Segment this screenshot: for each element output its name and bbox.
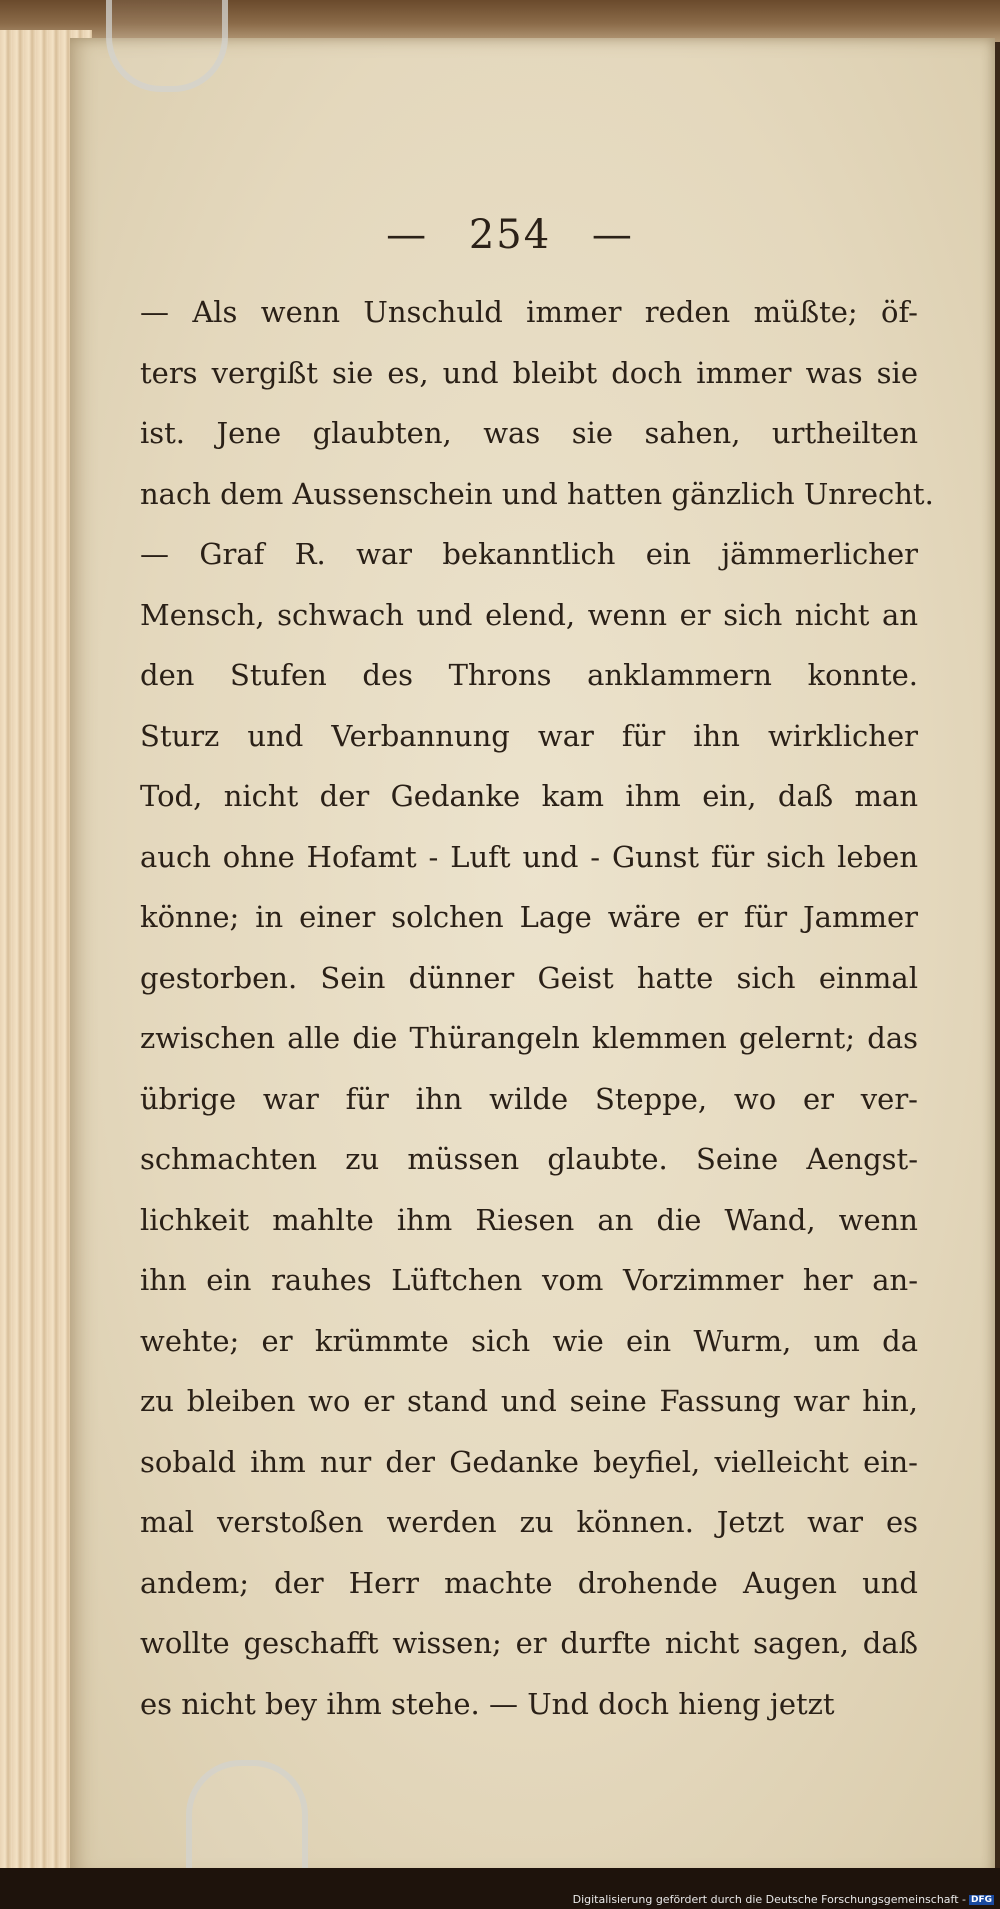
page-number: 254 (468, 212, 552, 258)
text-line: wollte geschafft wissen; er durfte nicht sagen, daß (140, 1626, 918, 1660)
text-line: Mensch, schwach und elend, wenn er sich nicht an (140, 597, 918, 632)
digitization-footer (573, 1893, 994, 1906)
body-text (140, 282, 934, 1734)
text-line: könne; in einer solchen Lage wäre er für Jammer (140, 900, 918, 934)
text-line: zwischen alle die Thürangeln klemmen gelernt; das (140, 1021, 918, 1055)
text-line: übrige war für ihn wilde Steppe, wo er ver- (140, 1081, 918, 1116)
text-line: den Stufen des Throns anklammern konnte. (140, 658, 918, 692)
text-line: schmachten zu müssen glaubte. Seine Aengst- (140, 1142, 918, 1176)
text-line: auch ohne Hofamt - Luft und - Gunst für sich leben (140, 839, 918, 874)
header-dash-right: — (591, 212, 634, 258)
text-line: wehte; er krümmte sich wie ein Wurm, um da (140, 1323, 918, 1358)
text-line: — Graf R. war bekanntlich ein jämmerlicher (140, 537, 918, 571)
dfg-logo: DFG (970, 1895, 992, 1905)
text-line: ters vergißt sie es, und bleibt doch immer was sie (140, 355, 918, 390)
page-header (370, 212, 650, 258)
text-line: Tod, nicht der Gedanke kam ihm ein, daß man (140, 779, 918, 813)
text-line: zu bleiben wo er stand und seine Fassung war hin, (140, 1384, 918, 1418)
text-line: Sturz und Verbannung war für ihn wirklicher (140, 718, 918, 753)
footer-text: Digitalisierung gefördert durch die Deutsche Forschungsgemeinschaft - (572, 1893, 966, 1906)
text-line: sobald ihm nur der Gedanke beyfiel, vielleicht ein- (140, 1444, 918, 1479)
text-line: nach dem Aussenschein und hatten gänzlich Unrecht. (140, 476, 934, 511)
text-line: mal verstoßen werden zu können. Jetzt war es (140, 1505, 918, 1539)
header-dash-left: — (386, 212, 429, 258)
text-line: lichkeit mahlte ihm Riesen an die Wand, wenn (140, 1202, 918, 1237)
text-line: ist. Jene glaubten, was sie sahen, urtheilten (140, 416, 918, 450)
text-line: gestorben. Sein dünner Geist hatte sich einmal (140, 960, 918, 995)
text-line: andem; der Herr machte drohende Augen und (140, 1565, 918, 1600)
text-line: es nicht bey ihm stehe. — Und doch hieng jetzt (140, 1686, 835, 1721)
text-line: — Als wenn Unschuld immer reden müßte; öf- (140, 295, 918, 329)
text-line: ihn ein rauhes Lüftchen vom Vorzimmer her an- (140, 1263, 918, 1297)
